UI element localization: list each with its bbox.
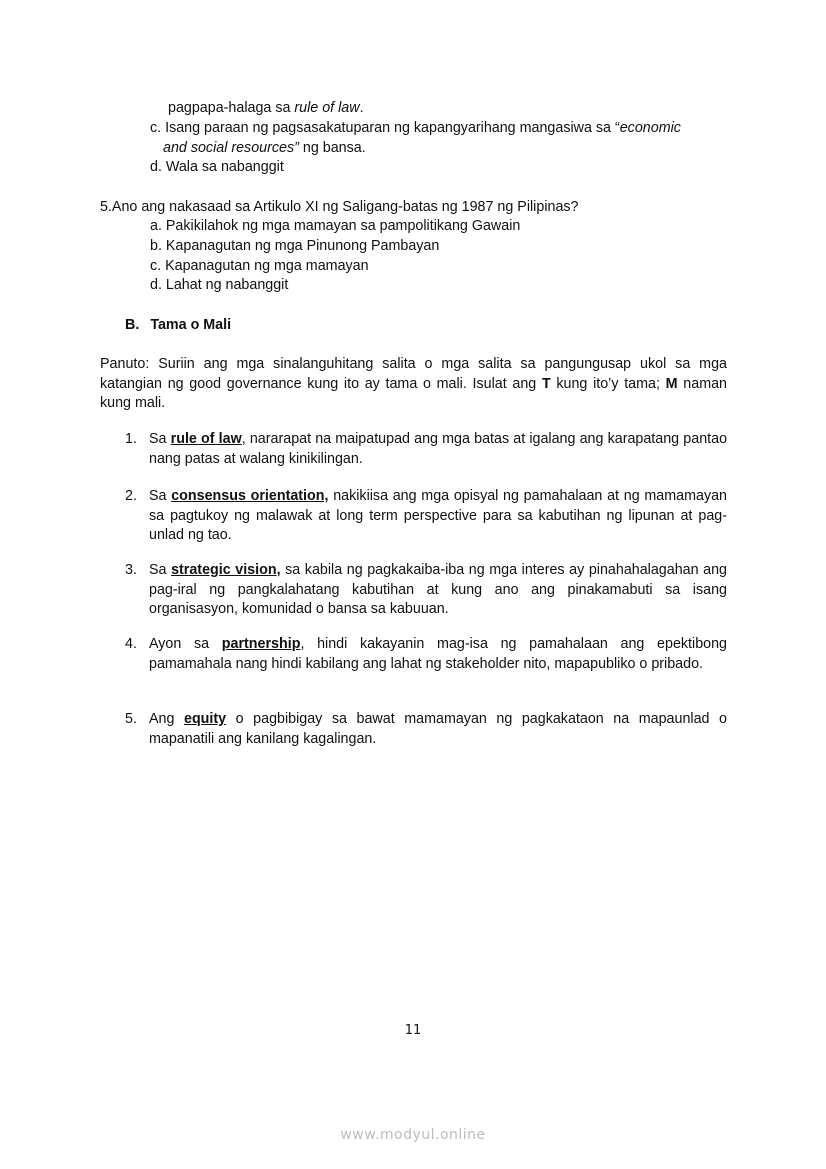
item-number: 4.: [125, 636, 137, 652]
q4-option-b-continuation: pagpapa-halaga sa rule of law.: [168, 100, 364, 116]
item-number: 3.: [125, 562, 137, 578]
item-number: 2.: [125, 488, 137, 504]
list-item: Sa rule of law, nararapat na maipatupad ang mga batas at igalang ang karapatang pantao nang patas at walang kinikilingan.: [149, 431, 728, 467]
list-item: Ang equity o pagbibigay sa bawat mamamayan ng pagkakataon na mapaunlad o mapanatili ang kanilang kagalingan.: [149, 711, 727, 747]
footer-watermark: www.modyul.online: [340, 1127, 486, 1143]
underlined-term: partnership: [221, 636, 301, 652]
q5-option-a: a. Pakikilahok ng mga mamayan sa pampolitikang Gawain: [150, 218, 521, 234]
item-number: 5.: [125, 711, 137, 727]
q4-option-d: d. Wala sa nabanggit: [150, 159, 284, 175]
page-number: 11: [404, 1023, 422, 1038]
list-item: Sa consensus orientation, nakikiisa ang mga opisyal ng pamahalaan at ng mamamayan sa pagtukoy ng malawak at long term perspective para sa kabutihan ng lipunan at pag-unlad ng tao.: [149, 488, 727, 544]
underlined-term: equity: [184, 711, 227, 727]
list-item: Ayon sa partnership, hindi kakayanin mag-isa ng pamahalaan ang epektibong pamamahala nang hindi kabilang ang lahat ng stakeholder nito, mapapubliko o pribado.: [149, 636, 728, 672]
list-item: Sa strategic vision, sa kabila ng pagkakaiba-iba ng mga interes ay pinahahalagahan ang pag-iral ng pangkalahatang kabutihan at kung ano ang pinakamabuti sa isang organisasyon, komunidad o bansa sa kabuuan.: [149, 562, 727, 618]
q5-question: 5.Ano ang nakasaad sa Artikulo XI ng Saligang-batas ng 1987 ng Pilipinas?: [100, 199, 579, 215]
underlined-term: rule of law: [170, 431, 242, 447]
item-number: 1.: [125, 431, 137, 447]
section-b-heading: B. Tama o Mali: [125, 317, 232, 333]
instructions: Panuto: Suriin ang mga sinalanguhitang salita o mga salita sa pangungusap ukol sa mga katangian ng good governance kung ito ay tama o mali. Isulat ang T kung ito’y tama; M naman kung mali.: [100, 356, 728, 412]
q4-option-c: c. Isang paraan ng pagsasakatuparan ng kapangyarihang mangasiwa sa “economic: [150, 120, 681, 136]
underlined-term: consensus orientation,: [171, 488, 329, 504]
q5-option-c: c. Kapanagutan ng mga mamayan: [150, 258, 369, 274]
q5-option-b: b. Kapanagutan ng mga Pinunong Pambayan: [150, 238, 440, 254]
underlined-term: strategic vision,: [171, 562, 281, 578]
q4-option-c-continuation: and social resources” ng bansa.: [163, 140, 366, 156]
q5-option-d: d. Lahat ng nabanggit: [150, 277, 289, 293]
